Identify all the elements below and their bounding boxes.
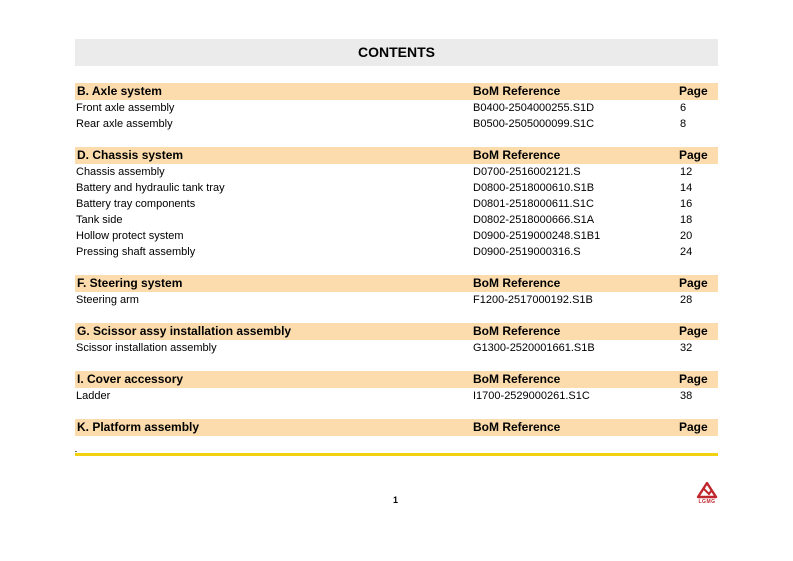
bom-reference: B0400-2504000255.S1D <box>473 102 595 114</box>
bom-column-header: BoM Reference <box>473 372 561 386</box>
page-ref: 14 <box>680 182 693 194</box>
bom-column-header: BoM Reference <box>473 84 561 98</box>
lgmg-logo-icon <box>694 482 720 500</box>
bom-reference: D0802-2518000666.S1A <box>473 214 595 226</box>
bom-reference: D0800-2518000610.S1B <box>473 182 595 194</box>
section-header <box>75 147 718 164</box>
page-column-header: Page <box>679 148 708 162</box>
table-row <box>75 340 718 356</box>
bom-reference: F1200-2517000192.S1B <box>473 294 593 306</box>
bom-reference: D0900-2519000316.S <box>473 246 581 258</box>
bom-reference: D0900-2519000248.S1B1 <box>473 230 601 242</box>
bom-column-header: BoM Reference <box>473 324 561 338</box>
table-row <box>75 244 718 260</box>
section-cover <box>75 371 718 404</box>
contents-table <box>75 83 718 451</box>
section-scissor <box>75 323 718 356</box>
logo-text: LGMG <box>698 499 716 505</box>
footer-rule <box>75 453 718 456</box>
section-header <box>75 275 718 292</box>
page-column-header: Page <box>679 324 708 338</box>
item-name: Chassis assembly <box>76 166 165 178</box>
page-ref: 20 <box>680 230 693 242</box>
item-name: Steering arm <box>76 294 139 306</box>
table-row <box>75 292 718 308</box>
item-name: Rear axle assembly <box>76 118 173 130</box>
item-name: Battery tray components <box>76 198 196 210</box>
bom-column-header: BoM Reference <box>473 148 561 162</box>
divider-mark <box>75 451 77 452</box>
table-row <box>75 116 718 132</box>
item-name: Pressing shaft assembly <box>76 246 196 258</box>
page-ref: 24 <box>680 246 693 258</box>
bom-reference: D0700-2516002121.S <box>473 166 581 178</box>
section-header <box>75 371 718 388</box>
section-heading: B. Axle system <box>77 84 162 98</box>
table-row <box>75 164 718 180</box>
page-ref: 18 <box>680 214 693 226</box>
section-heading: K. Platform assembly <box>77 420 200 434</box>
page-column-header: Page <box>679 84 708 98</box>
table-row <box>75 180 718 196</box>
table-row <box>75 212 718 228</box>
section-heading: I. Cover accessory <box>77 372 184 386</box>
page-ref: 38 <box>680 390 693 402</box>
section-header <box>75 323 718 340</box>
table-row <box>75 100 718 116</box>
section-chassis <box>75 147 718 260</box>
page-column-header: Page <box>679 420 708 434</box>
page-ref: 16 <box>680 198 693 210</box>
page-column-header: Page <box>679 372 708 386</box>
section-platform <box>75 419 718 436</box>
section-header <box>75 83 718 100</box>
item-name: Hollow protect system <box>76 230 184 242</box>
lgmg-logo <box>694 482 720 508</box>
section-steering <box>75 275 718 308</box>
page-ref: 28 <box>680 294 693 306</box>
table-row <box>75 196 718 212</box>
table-row <box>75 388 718 404</box>
section-header <box>75 419 718 436</box>
page-number: 1 <box>393 495 399 505</box>
section-heading: D. Chassis system <box>77 148 184 162</box>
item-name: Front axle assembly <box>76 102 175 114</box>
item-name: Battery and hydraulic tank tray <box>76 182 225 194</box>
section-axle <box>75 83 718 132</box>
page-column-header: Page <box>679 276 708 290</box>
item-name: Ladder <box>76 390 111 402</box>
section-heading: F. Steering system <box>77 276 183 290</box>
item-name: Scissor installation assembly <box>76 342 217 354</box>
page-ref: 32 <box>680 342 693 354</box>
item-name: Tank side <box>76 214 123 226</box>
bom-reference: B0500-2505000099.S1C <box>473 118 595 130</box>
page-ref: 12 <box>680 166 693 178</box>
bom-reference: I1700-2529000261.S1C <box>473 390 590 402</box>
bom-reference: G1300-2520001661.S1B <box>473 342 595 354</box>
page-ref: 8 <box>680 118 687 130</box>
bom-column-header: BoM Reference <box>473 420 561 434</box>
contents-title: CONTENTS <box>75 39 718 66</box>
table-row <box>75 228 718 244</box>
section-heading: G. Scissor assy installation assembly <box>77 324 292 338</box>
bom-column-header: BoM Reference <box>473 276 561 290</box>
page-ref: 6 <box>680 102 687 114</box>
bom-reference: D0801-2518000611.S1C <box>473 198 594 210</box>
